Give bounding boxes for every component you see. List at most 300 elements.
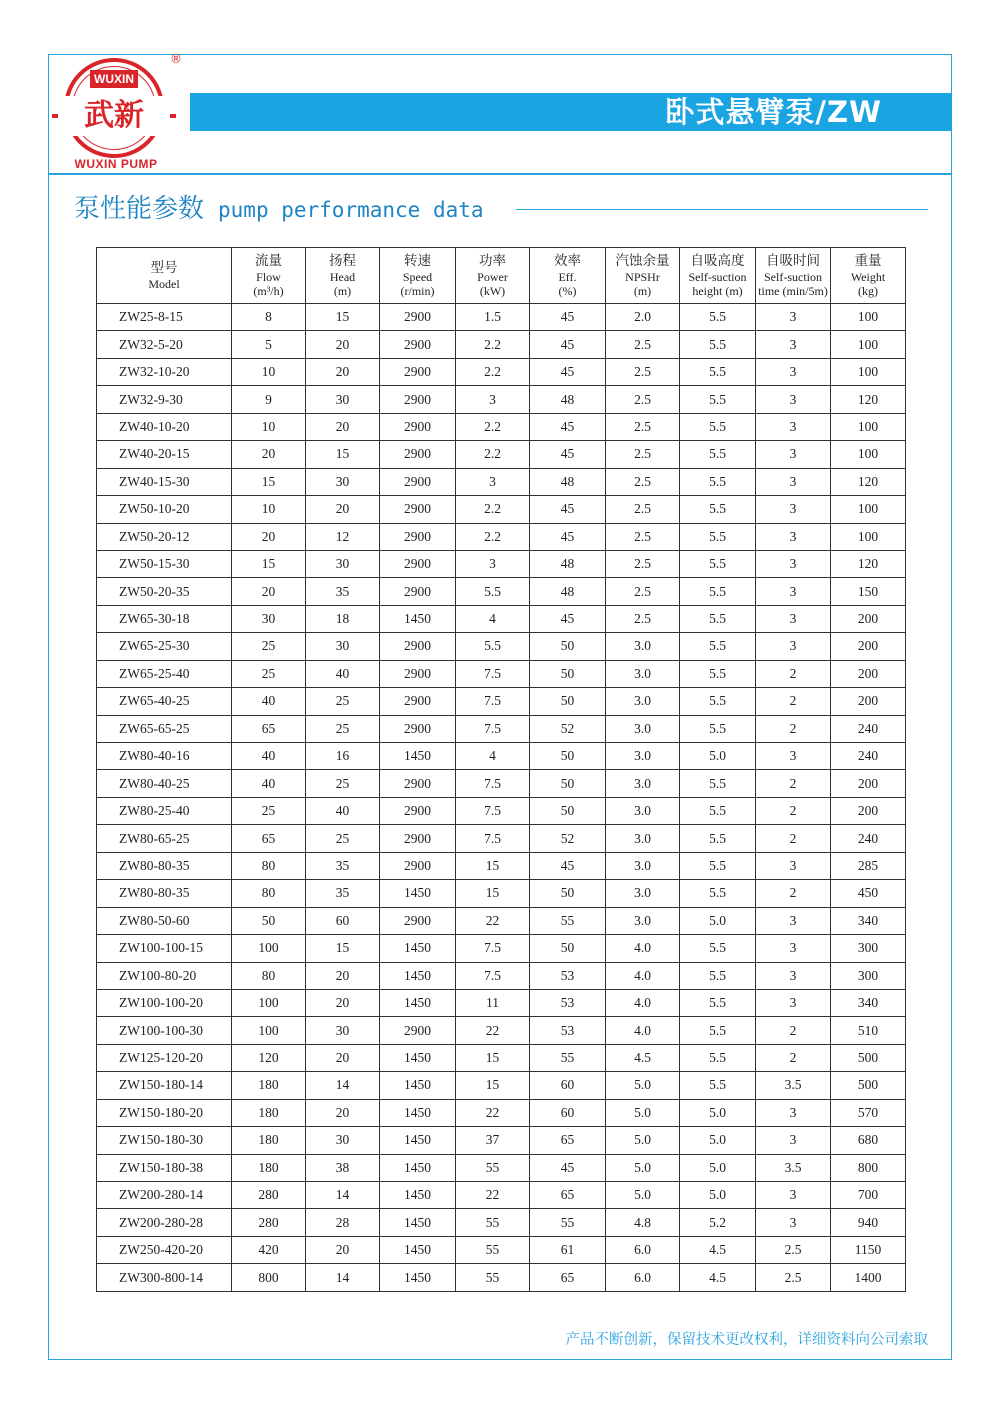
table-cell: 4.5	[606, 1044, 680, 1071]
table-cell: 55	[530, 1044, 606, 1071]
table-cell: 50	[530, 770, 606, 797]
column-header-en: Power	[477, 270, 508, 284]
table-cell: 420	[232, 1236, 306, 1263]
table-cell: 5.0	[680, 907, 756, 934]
table-row	[97, 935, 906, 962]
table-cell: 2900	[380, 386, 456, 413]
table-cell: 180	[232, 1127, 306, 1154]
table-cell: 20	[232, 441, 306, 468]
table-cell: 15	[456, 1044, 530, 1071]
table-cell: 38	[306, 1154, 380, 1181]
table-cell: 100	[232, 989, 306, 1016]
table-cell: 25	[306, 715, 380, 742]
table-cell: 2	[756, 660, 831, 687]
table-cell: 2	[756, 770, 831, 797]
table-cell: 5.0	[606, 1127, 680, 1154]
table-cell: 50	[530, 797, 606, 824]
column-header-en: Head	[329, 270, 356, 284]
model-cell: ZW32-9-30	[97, 386, 232, 413]
table-cell: 5.5	[456, 633, 530, 660]
table-cell: 40	[232, 743, 306, 770]
table-cell: 22	[456, 1182, 530, 1209]
table-cell: 2.2	[456, 358, 530, 385]
table-cell: 45	[530, 605, 606, 632]
table-cell: 5.5	[680, 1017, 756, 1044]
table-cell: 3	[756, 331, 831, 358]
table-cell: 3	[756, 358, 831, 385]
table-row	[97, 523, 906, 550]
table-cell: 22	[456, 1099, 530, 1126]
table-cell: 50	[530, 743, 606, 770]
model-cell: ZW40-20-15	[97, 441, 232, 468]
table-cell: 4	[456, 605, 530, 632]
table-cell: 1450	[380, 743, 456, 770]
performance-table	[96, 247, 906, 1292]
table-cell: 2.5	[606, 386, 680, 413]
table-cell: 3	[756, 386, 831, 413]
table-cell: 55	[530, 1209, 606, 1236]
table-cell: 150	[831, 578, 906, 605]
table-cell: 3	[456, 468, 530, 495]
table-cell: 35	[306, 852, 380, 879]
table-cell: 10	[232, 358, 306, 385]
table-row	[97, 852, 906, 879]
table-cell: 100	[831, 523, 906, 550]
column-header-en: Weight	[850, 270, 886, 284]
table-cell: 300	[831, 962, 906, 989]
table-cell: 10	[232, 496, 306, 523]
table-cell: 45	[530, 496, 606, 523]
column-header-cn: 汽蚀余量	[615, 253, 670, 269]
table-cell: 25	[306, 825, 380, 852]
model-cell: ZW65-30-18	[97, 605, 232, 632]
table-cell: 200	[831, 605, 906, 632]
table-cell: 2	[756, 1044, 831, 1071]
table-cell: 2.5	[756, 1264, 831, 1291]
table-cell: 3	[756, 743, 831, 770]
column-header-en: Self-suction	[688, 270, 747, 284]
table-row	[97, 413, 906, 440]
table-cell: 4.5	[680, 1236, 756, 1263]
table-cell: 340	[831, 907, 906, 934]
table-cell: 2900	[380, 496, 456, 523]
wuxin-logo	[58, 52, 182, 174]
header-divider	[48, 173, 952, 175]
table-cell: 4.5	[680, 1264, 756, 1291]
model-cell: ZW100-100-20	[97, 989, 232, 1016]
table-row	[97, 468, 906, 495]
column-header-cn: 自吸高度	[690, 253, 745, 269]
table-cell: 5.5	[680, 550, 756, 577]
table-cell: 7.5	[456, 770, 530, 797]
table-row	[97, 1236, 906, 1263]
table-cell: 7.5	[456, 715, 530, 742]
table-cell: 2.5	[606, 468, 680, 495]
table-cell: 11	[456, 989, 530, 1016]
table-cell: 3.5	[756, 1154, 831, 1181]
table-cell: 700	[831, 1182, 906, 1209]
table-cell: 800	[831, 1154, 906, 1181]
table-cell: 40	[232, 770, 306, 797]
table-cell: 100	[232, 935, 306, 962]
table-cell: 2.5	[756, 1236, 831, 1263]
table-cell: 2900	[380, 550, 456, 577]
table-cell: 25	[232, 797, 306, 824]
table-cell: 3	[756, 578, 831, 605]
table-cell: 8	[232, 304, 306, 331]
table-cell: 20	[306, 1236, 380, 1263]
column-header	[306, 248, 380, 304]
table-cell: 1400	[831, 1264, 906, 1291]
table-cell: 30	[306, 633, 380, 660]
table-cell: 5.5	[680, 688, 756, 715]
table-cell: 100	[831, 304, 906, 331]
column-header	[831, 248, 906, 304]
table-cell: 15	[306, 441, 380, 468]
table-cell: 1450	[380, 962, 456, 989]
table-cell: 2900	[380, 578, 456, 605]
table-cell: 3.0	[606, 660, 680, 687]
table-cell: 1450	[380, 989, 456, 1016]
table-cell: 15	[306, 304, 380, 331]
table-cell: 3.5	[756, 1072, 831, 1099]
logo-brand-top: WUXIN	[90, 70, 138, 88]
table-cell: 2.5	[606, 413, 680, 440]
table-cell: 18	[306, 605, 380, 632]
column-header-unit: time (min/5m)	[758, 284, 828, 298]
table-row	[97, 743, 906, 770]
table-cell: 65	[530, 1127, 606, 1154]
table-cell: 180	[232, 1072, 306, 1099]
table-cell: 450	[831, 880, 906, 907]
table-row	[97, 441, 906, 468]
column-header-en: Eff.	[558, 270, 577, 284]
table-cell: 2.5	[606, 331, 680, 358]
table-cell: 1450	[380, 1236, 456, 1263]
table-cell: 45	[530, 1154, 606, 1181]
table-cell: 2900	[380, 413, 456, 440]
model-cell: ZW65-65-25	[97, 715, 232, 742]
table-cell: 3	[756, 441, 831, 468]
table-cell: 14	[306, 1072, 380, 1099]
table-cell: 2900	[380, 1017, 456, 1044]
table-cell: 800	[232, 1264, 306, 1291]
table-cell: 20	[306, 331, 380, 358]
table-cell: 50	[530, 633, 606, 660]
model-cell: ZW100-100-15	[97, 935, 232, 962]
column-header-unit: (%)	[558, 284, 577, 298]
table-cell: 1450	[380, 1044, 456, 1071]
table-cell: 4.8	[606, 1209, 680, 1236]
table-cell: 940	[831, 1209, 906, 1236]
table-cell: 30	[306, 550, 380, 577]
table-cell: 60	[530, 1099, 606, 1126]
table-cell: 1450	[380, 880, 456, 907]
model-cell: ZW65-25-40	[97, 660, 232, 687]
table-cell: 1450	[380, 935, 456, 962]
table-cell: 120	[831, 468, 906, 495]
table-row	[97, 633, 906, 660]
table-cell: 12	[306, 523, 380, 550]
table-cell: 52	[530, 715, 606, 742]
column-header-cn: 重量	[854, 253, 882, 269]
table-cell: 2.2	[456, 331, 530, 358]
table-cell: 2.5	[606, 496, 680, 523]
table-cell: 5.5	[456, 578, 530, 605]
table-cell: 15	[456, 880, 530, 907]
table-cell: 5.5	[680, 825, 756, 852]
table-cell: 2	[756, 797, 831, 824]
table-cell: 40	[232, 688, 306, 715]
table-cell: 15	[306, 935, 380, 962]
table-cell: 5.5	[680, 880, 756, 907]
table-cell: 1.5	[456, 304, 530, 331]
table-cell: 15	[456, 1072, 530, 1099]
table-cell: 3	[756, 1209, 831, 1236]
table-cell: 240	[831, 715, 906, 742]
table-cell: 10	[232, 413, 306, 440]
table-cell: 120	[831, 386, 906, 413]
table-cell: 20	[306, 413, 380, 440]
table-header-row	[97, 248, 906, 304]
model-cell: ZW150-180-20	[97, 1099, 232, 1126]
table-row	[97, 386, 906, 413]
column-header-en: Self-suction	[764, 270, 822, 284]
table-row	[97, 550, 906, 577]
table-cell: 52	[530, 825, 606, 852]
table-cell: 7.5	[456, 797, 530, 824]
table-cell: 5.5	[680, 935, 756, 962]
table-cell: 5.0	[606, 1072, 680, 1099]
model-cell: ZW125-120-20	[97, 1044, 232, 1071]
table-cell: 3	[756, 413, 831, 440]
table-cell: 48	[530, 550, 606, 577]
table-cell: 100	[831, 358, 906, 385]
table-cell: 3	[756, 852, 831, 879]
table-cell: 3.0	[606, 907, 680, 934]
column-header-unit: (m)	[333, 284, 352, 298]
table-cell: 7.5	[456, 660, 530, 687]
table-cell: 30	[306, 468, 380, 495]
table-row	[97, 715, 906, 742]
table-row	[97, 989, 906, 1016]
table-cell: 65	[232, 715, 306, 742]
table-cell: 4.0	[606, 962, 680, 989]
table-cell: 5.5	[680, 331, 756, 358]
table-cell: 2	[756, 880, 831, 907]
section-title-en: pump performance data	[218, 198, 484, 222]
table-cell: 3	[456, 386, 530, 413]
table-cell: 100	[831, 413, 906, 440]
column-header-en: Model	[148, 277, 180, 291]
table-cell: 80	[232, 852, 306, 879]
table-row	[97, 1264, 906, 1291]
column-header-unit: (kg)	[858, 284, 878, 298]
logo-brand-bottom: WUXIN PUMP	[74, 157, 158, 171]
table-cell: 2.5	[606, 523, 680, 550]
table-cell: 3	[756, 1182, 831, 1209]
table-cell: 3.0	[606, 688, 680, 715]
table-cell: 2.5	[606, 441, 680, 468]
table-cell: 2900	[380, 770, 456, 797]
footer-note: 产品不断创新，保留技术更改权利，详细资料向公司索取	[565, 1332, 928, 1348]
table-cell: 45	[530, 523, 606, 550]
table-cell: 5.0	[680, 1182, 756, 1209]
table-cell: 30	[306, 386, 380, 413]
table-cell: 50	[530, 660, 606, 687]
table-row	[97, 1127, 906, 1154]
table-cell: 1450	[380, 1099, 456, 1126]
section-title-cn: 泵性能参数	[74, 194, 205, 224]
table-cell: 3.0	[606, 880, 680, 907]
table-cell: 2900	[380, 907, 456, 934]
table-row	[97, 1017, 906, 1044]
column-header-cn: 效率	[554, 253, 581, 269]
table-cell: 2.2	[456, 413, 530, 440]
table-row	[97, 1182, 906, 1209]
table-cell: 40	[306, 660, 380, 687]
table-cell: 1450	[380, 1154, 456, 1181]
table-cell: 1450	[380, 1209, 456, 1236]
table-cell: 2900	[380, 633, 456, 660]
table-cell: 45	[530, 852, 606, 879]
table-cell: 4.0	[606, 935, 680, 962]
table-cell: 65	[530, 1182, 606, 1209]
logo-brand-cn: 武新	[58, 96, 170, 136]
table-cell: 2	[756, 688, 831, 715]
table-cell: 3.0	[606, 633, 680, 660]
table-cell: 45	[530, 413, 606, 440]
table-cell: 280	[232, 1182, 306, 1209]
model-cell: ZW40-15-30	[97, 468, 232, 495]
table-cell: 500	[831, 1072, 906, 1099]
table-cell: 3.0	[606, 770, 680, 797]
banner-title: 卧式悬臂泵/ZW	[665, 95, 882, 129]
column-header	[530, 248, 606, 304]
table-row	[97, 907, 906, 934]
column-header-unit: (r/min)	[400, 284, 435, 298]
table-cell: 20	[232, 523, 306, 550]
table-row	[97, 825, 906, 852]
model-cell: ZW100-80-20	[97, 962, 232, 989]
column-header-unit: (m)	[633, 284, 652, 298]
model-cell: ZW150-180-38	[97, 1154, 232, 1181]
table-cell: 22	[456, 907, 530, 934]
table-cell: 2.5	[606, 605, 680, 632]
table-cell: 50	[530, 880, 606, 907]
table-cell: 2900	[380, 852, 456, 879]
column-header-en: NPSHr	[625, 270, 660, 284]
table-cell: 48	[530, 468, 606, 495]
table-cell: 37	[456, 1127, 530, 1154]
table-cell: 5.5	[680, 578, 756, 605]
table-cell: 65	[232, 825, 306, 852]
table-cell: 5.0	[680, 1099, 756, 1126]
table-cell: 3	[456, 550, 530, 577]
table-cell: 200	[831, 797, 906, 824]
table-cell: 5.5	[680, 1072, 756, 1099]
table-row	[97, 1209, 906, 1236]
column-header-cn: 转速	[404, 253, 431, 269]
section-title	[74, 190, 484, 228]
table-cell: 5.5	[680, 386, 756, 413]
table-cell: 2.5	[606, 550, 680, 577]
table-cell: 2.5	[606, 358, 680, 385]
table-cell: 3	[756, 633, 831, 660]
table-cell: 3	[756, 962, 831, 989]
table-row	[97, 331, 906, 358]
model-cell: ZW250-420-20	[97, 1236, 232, 1263]
table-cell: 15	[232, 550, 306, 577]
table-cell: 2.5	[606, 578, 680, 605]
table-cell: 3	[756, 1099, 831, 1126]
table-row	[97, 880, 906, 907]
table-cell: 2	[756, 715, 831, 742]
column-header	[756, 248, 831, 304]
table-cell: 3.0	[606, 852, 680, 879]
table-cell: 30	[232, 605, 306, 632]
table-cell: 5.5	[680, 989, 756, 1016]
table-cell: 25	[306, 770, 380, 797]
table-cell: 3	[756, 304, 831, 331]
section-divider	[516, 209, 928, 210]
table-cell: 4.0	[606, 1017, 680, 1044]
table-cell: 3.0	[606, 825, 680, 852]
table-cell: 5.5	[680, 797, 756, 824]
table-cell: 5.5	[680, 715, 756, 742]
table-row	[97, 1072, 906, 1099]
table-cell: 45	[530, 304, 606, 331]
model-cell: ZW300-800-14	[97, 1264, 232, 1291]
table-cell: 5	[232, 331, 306, 358]
table-row	[97, 578, 906, 605]
table-cell: 1450	[380, 605, 456, 632]
table-cell: 100	[831, 496, 906, 523]
model-cell: ZW150-180-14	[97, 1072, 232, 1099]
table-cell: 1150	[831, 1236, 906, 1263]
column-header	[232, 248, 306, 304]
model-cell: ZW80-80-35	[97, 880, 232, 907]
table-cell: 6.0	[606, 1264, 680, 1291]
table-cell: 2	[756, 1017, 831, 1044]
model-cell: ZW50-15-30	[97, 550, 232, 577]
table-row	[97, 1154, 906, 1181]
table-cell: 15	[232, 468, 306, 495]
table-cell: 20	[306, 1044, 380, 1071]
table-cell: 5.5	[680, 523, 756, 550]
table-cell: 14	[306, 1264, 380, 1291]
table-cell: 20	[306, 962, 380, 989]
registered-mark: ®	[170, 52, 182, 66]
model-cell: ZW50-20-12	[97, 523, 232, 550]
table-cell: 5.5	[680, 468, 756, 495]
table-cell: 25	[232, 633, 306, 660]
table-row	[97, 304, 906, 331]
table-cell: 180	[232, 1099, 306, 1126]
table-cell: 500	[831, 1044, 906, 1071]
table-cell: 7.5	[456, 935, 530, 962]
column-header-cn: 自吸时间	[766, 253, 820, 269]
table-cell: 30	[306, 1017, 380, 1044]
table-cell: 9	[232, 386, 306, 413]
table-cell: 3	[756, 605, 831, 632]
table-cell: 5.2	[680, 1209, 756, 1236]
table-cell: 2.0	[606, 304, 680, 331]
model-cell: ZW65-25-30	[97, 633, 232, 660]
column-header	[680, 248, 756, 304]
table-cell: 22	[456, 1017, 530, 1044]
table-cell: 3.0	[606, 797, 680, 824]
